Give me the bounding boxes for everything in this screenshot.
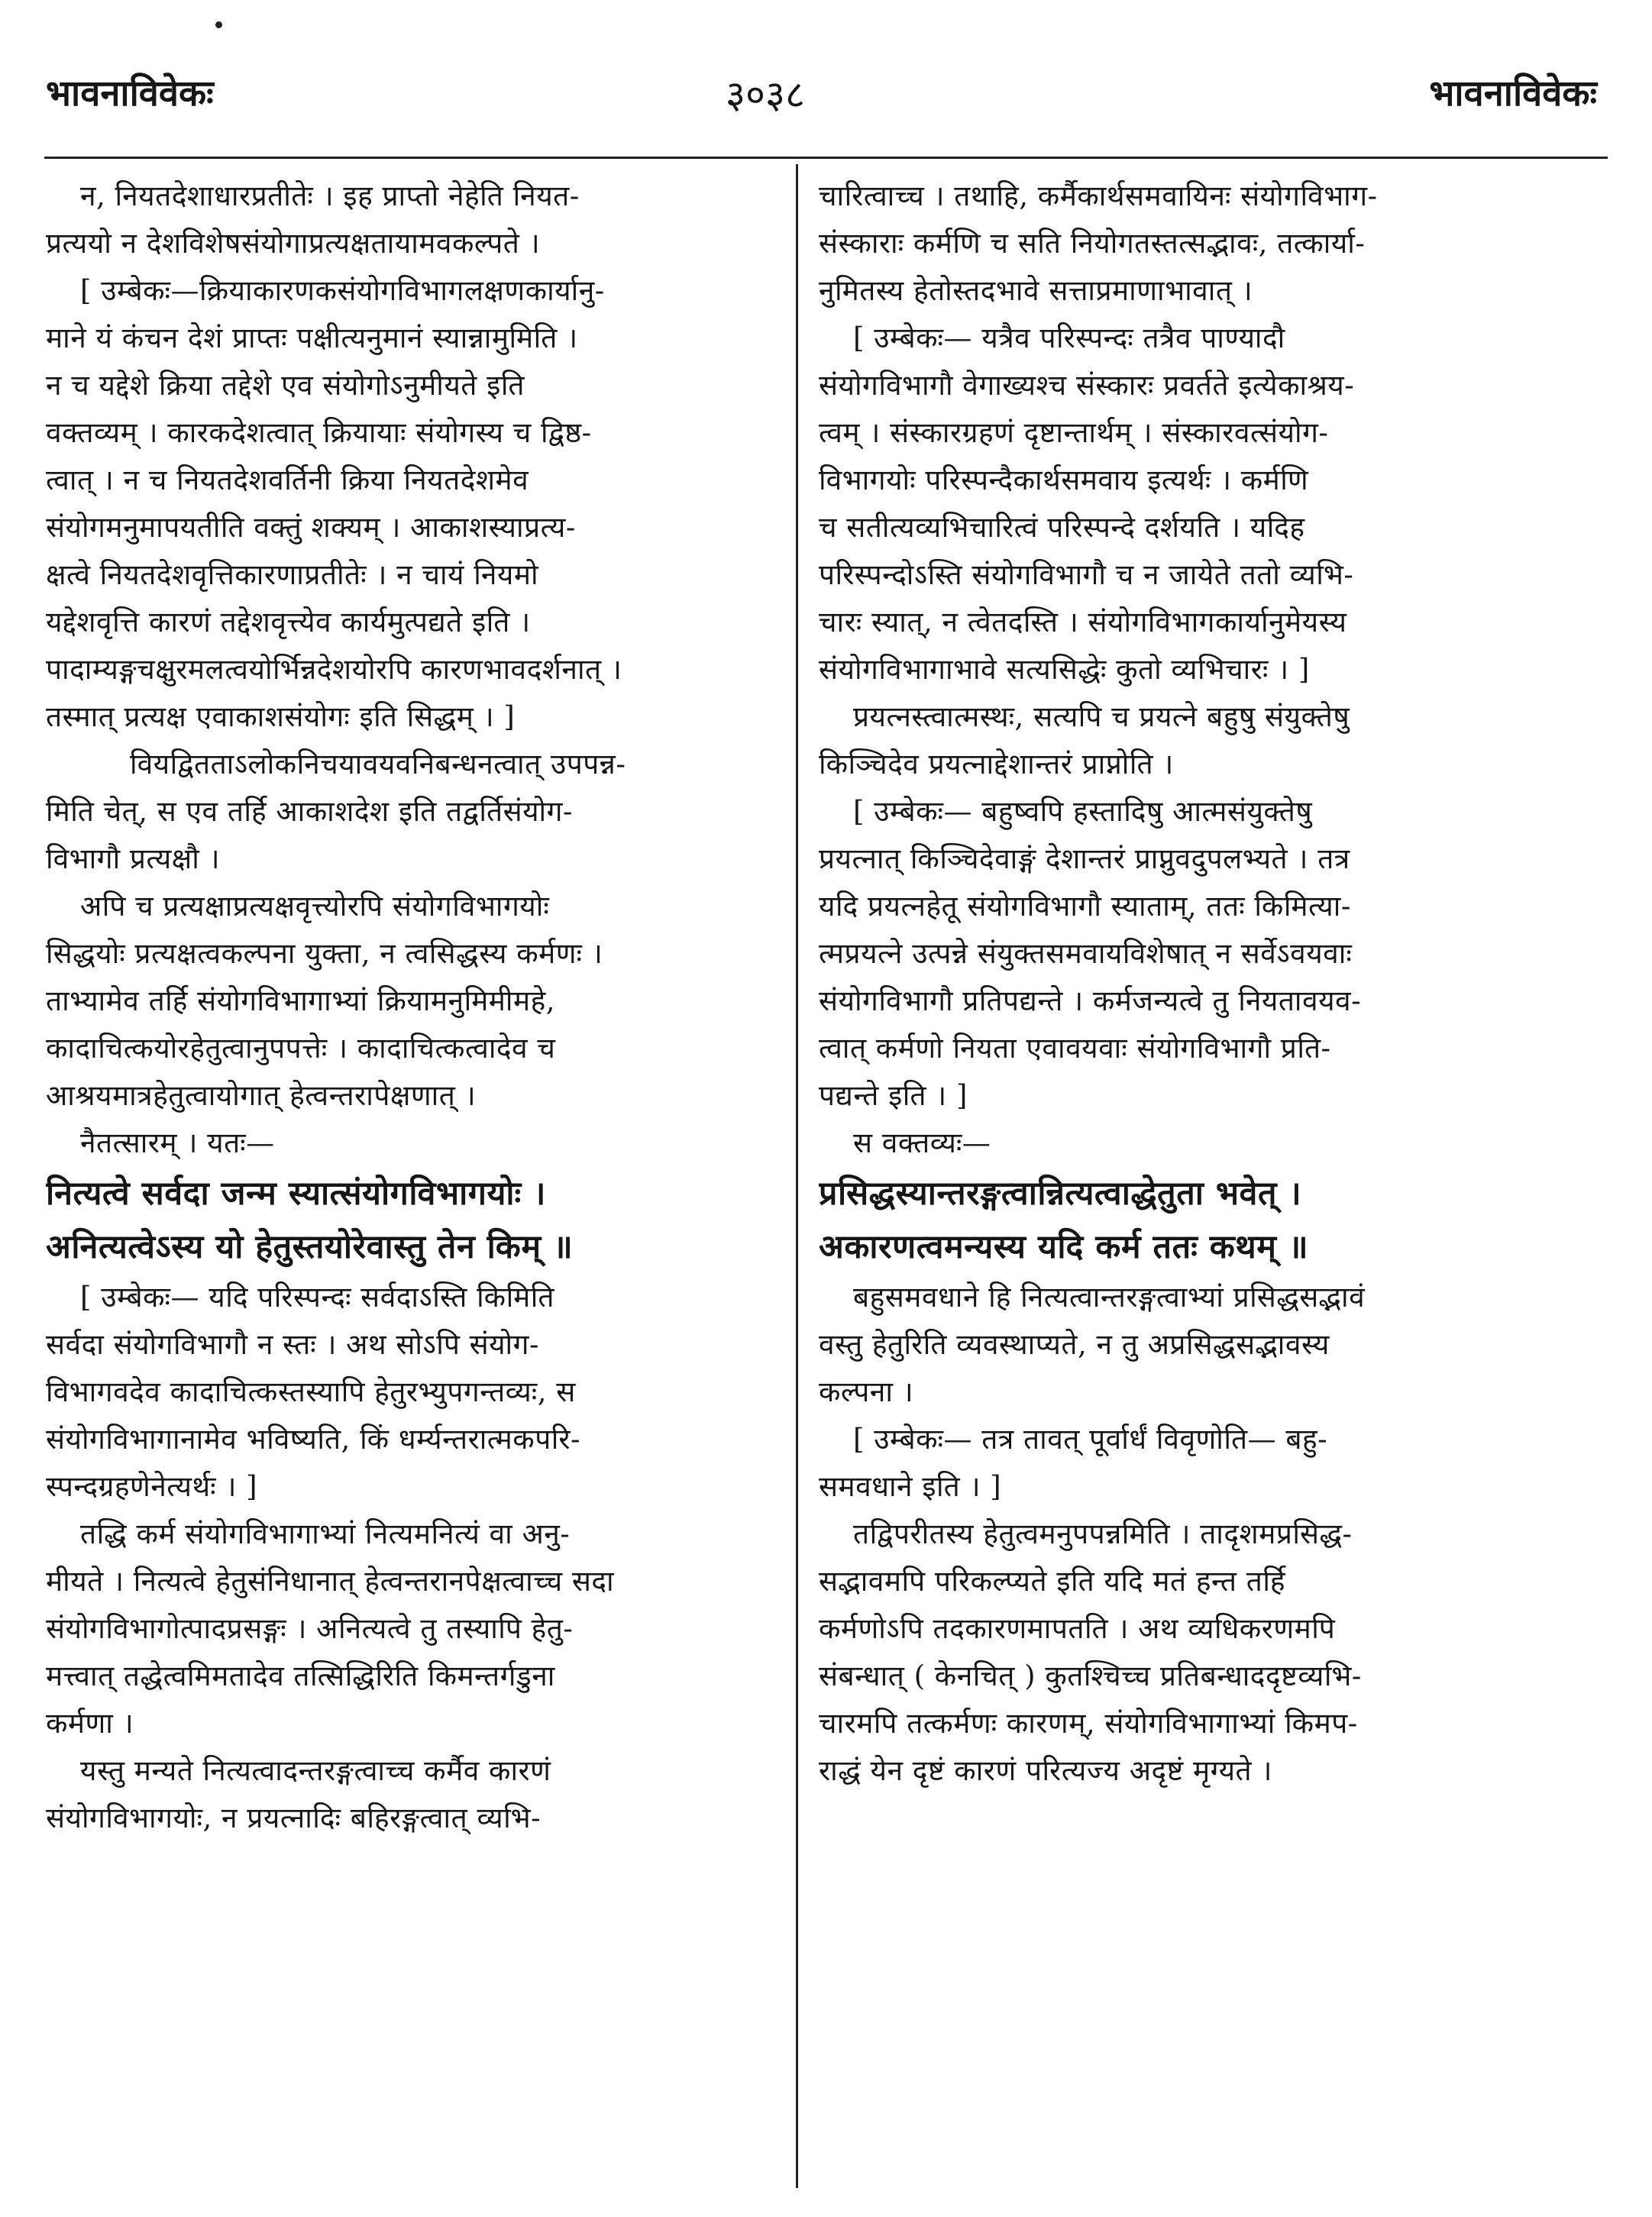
text-line: यद्देशवृत्ति कारणं तद्देशवृत्त्येव कार्यमुत्पद्यते इति ।: [46, 606, 531, 638]
text-line: न च यद्देशे क्रिया तद्देशे एव संयोगोऽनुमीयते इति: [46, 369, 525, 402]
running-head-left: भावनाविवेकः: [46, 73, 214, 115]
verse-line: अकारणत्वमन्यस्य यदि कर्म ततः कथम् ॥: [819, 1228, 1309, 1266]
text-line: चारः स्यात्, न त्वेतदस्ति । संयोगविभागकार्यानुमेयस्य: [819, 606, 1347, 638]
text-line: किञ्चिदेव प्रयत्नाद्देशान्तरं प्राप्नोति ।: [819, 748, 1174, 780]
running-head-right: भावनाविवेकः: [1429, 73, 1597, 115]
text-line: त्वात् कर्मणो नियता एवावयवाः संयोगविभागौ प्रति-: [819, 1032, 1331, 1065]
text-line: तद्धि कर्म संयोगविभागाभ्यां नित्यमनित्यं वा अनु-: [80, 1517, 571, 1550]
text-line: सिद्धयोः प्रत्यक्षत्वकल्पना युक्ता, न त्वसिद्धस्य कर्मणः ।: [46, 937, 603, 970]
text-line: संस्काराः कर्मणि च सति नियोगतस्तत्सद्भावः, तत्कार्या-: [819, 227, 1366, 260]
text-line: समवधाने इति । ]: [819, 1470, 1002, 1503]
text-line: सर्वदा संयोगविभागौ न स्तः । अथ सोऽपि संयोग-: [46, 1328, 539, 1361]
text-line: पद्यन्ते इति । ]: [819, 1079, 968, 1112]
text-line: नुमितस्य हेतोस्तदभावे सत्ताप्रमाणाभावात् ।: [819, 274, 1253, 307]
text-line: नैतत्सारम् । यतः—: [80, 1126, 275, 1159]
text-line: संबन्धात् ( केनचित् ) कुतश्चिच्च प्रतिबन्धाददृष्टव्यभि-: [819, 1660, 1362, 1692]
text-line: विभागवदेव कादाचित्कस्तस्यापि हेतुरभ्युपगन्तव्यः, स: [46, 1375, 576, 1408]
text-line: सद्भावमपि परिकल्प्यते इति यदि मतं हन्त तर्हि: [819, 1565, 1286, 1598]
text-line: संयोगविभागाभावे सत्यसिद्धेः कुतो व्यभिचारः । ]: [819, 653, 1310, 686]
text-line: [ उम्बेकः— यत्रैव परिस्पन्दः तत्रैव पाण्यादौ: [853, 322, 1285, 354]
text-line: चारित्वाच्च । तथाहि, कर्मैकार्थसमवायिनः संयोगविभाग-: [819, 179, 1378, 212]
text-line: स वक्तव्यः—: [853, 1126, 991, 1159]
text-line: पादाम्यङ्गचक्षुरमलत्वयोर्भिन्नदेशयोरपि कारणभावदर्शनात् ।: [46, 653, 622, 686]
text-line: न, नियतदेशाधारप्रतीतेः । इह प्राप्तो नेहेति नियत-: [80, 179, 580, 212]
page-number: ३०३८: [726, 73, 805, 117]
left-column: [46, 173, 775, 2196]
text-line: त्वात् । न च नियतदेशवर्तिनी क्रिया नियतदेशमेव: [46, 464, 529, 496]
text-line: [ उम्बेकः—क्रियाकारणकसंयोगविभागलक्षणकार्यानु-: [80, 274, 605, 307]
stray-dot: [215, 21, 222, 28]
right-column: [819, 173, 1605, 2196]
text-line: क्षत्वे नियतदेशवृत्तिकारणाप्रतीतेः । न चायं नियमो: [46, 558, 539, 591]
verse-line: अनित्यत्वेऽस्य यो हेतुस्तयोरेवास्तु तेन किम् ॥: [46, 1228, 574, 1266]
text-line: [ उम्बेकः— यदि परिस्पन्दः सर्वदाऽस्ति किमिति: [80, 1281, 554, 1314]
text-line: संयोगविभागोत्पादप्रसङ्गः । अनित्यत्वे तु तस्यापि हेतु-: [46, 1612, 574, 1645]
verse-line: नित्यत्वे सर्वदा जन्म स्यात्संयोगविभागयोः ।: [46, 1175, 546, 1213]
text-line: कादाचित्कयोरहेतुत्वानुपपत्तेः । कादाचित्कत्वादेव च: [46, 1032, 556, 1065]
text-line: प्रयत्नस्त्वात्मस्थः, सत्यपि च प्रयत्ने बहुषु संयुक्तेषु: [853, 700, 1350, 733]
text-line: कर्मणोऽपि तदकारणमापतति । अथ व्यधिकरणमपि: [819, 1612, 1336, 1645]
text-line: माने यं कंचन देशं प्राप्तः पक्षीत्यनुमानं स्यान्नामुमिति ।: [46, 322, 578, 354]
text-line: मीयते । नित्यत्वे हेतुसंनिधानात् हेत्वन्तरानपेक्षत्वाच्च सदा: [46, 1565, 615, 1598]
verse-line: प्रसिद्धस्यान्तरङ्गत्वान्नित्यत्वाद्धेतुता भवेत् ।: [819, 1175, 1302, 1213]
text-line: परिस्पन्दोऽस्ति संयोगविभागौ च न जायेते ततो व्यभि-: [819, 558, 1354, 591]
text-line: मिति चेत्, स एव तर्हि आकाशदेश इति तद्वर्तिसंयोग-: [46, 795, 573, 828]
text-line: [ उम्बेकः— बहुष्वपि हस्तादिषु आत्मसंयुक्तेषु: [853, 795, 1313, 828]
text-line: च सतीत्यव्यभिचारित्वं परिस्पन्दे दर्शयति । यदिह: [819, 511, 1305, 544]
text-line: अपि च प्रत्यक्षाप्रत्यक्षवृत्त्योरपि संयोगविभागयोः: [80, 890, 550, 923]
text-line: वस्तु हेतुरिति व्यवस्थाप्यते, न तु अप्रसिद्धसद्भावस्य: [819, 1328, 1330, 1361]
text-line: यदि प्रयत्नहेतू संयोगविभागौ स्याताम्, ततः किमित्या-: [819, 890, 1351, 923]
text-line: संयोगविभागौ प्रतिपद्यन्ते । कर्मजन्यत्वे तु नियतावयव-: [819, 984, 1362, 1017]
text-line: संयोगमनुमापयतीति वक्तुं शक्यम् । आकाशस्याप्रत्य-: [46, 511, 576, 544]
text-line: बहुसमवधाने हि नित्यत्वान्तरङ्गत्वाभ्यां प्रसिद्धसद्भावं: [853, 1281, 1366, 1314]
text-line: वक्तव्यम् । कारकदेशत्वात् क्रियायाः संयोगस्य च द्विष्ठ-: [46, 416, 592, 449]
header-rule: [44, 157, 1608, 159]
text-line: चारमपि तत्कर्मणः कारणम्, संयोगविभागाभ्यां किमप-: [819, 1707, 1358, 1740]
text-line: विभागयोः परिस्पन्दैकार्थसमवाय इत्यर्थः । कर्मणि: [819, 464, 1309, 496]
text-line: मत्त्वात् तद्धेत्वमिमतादेव तत्सिद्धिरिति किमन्तर्गडुना: [46, 1660, 555, 1692]
text-line: वियद्वितताऽलोकनिचयावयवनिबन्धनत्वात् उपपन्न-: [130, 748, 626, 780]
text-line: आश्रयमात्रहेतुत्वायोगात् हेत्वन्तरापेक्षणात् ।: [46, 1079, 477, 1112]
text-line: कल्पना ।: [819, 1375, 914, 1408]
text-line: [ उम्बेकः— तत्र तावत् पूर्वार्धं विवृणोति— बहु-: [853, 1423, 1328, 1456]
text-line: कर्मणा ।: [46, 1707, 134, 1740]
text-line: संयोगविभागयोः, न प्रयत्नादिः बहिरङ्गत्वात् व्यभि-: [46, 1802, 542, 1834]
text-line: त्मप्रयत्ने उत्पन्ने संयुक्तसमवायविशेषात् न सर्वेऽवयवाः: [819, 937, 1353, 970]
text-line: राद्धं येन दृष्टं कारणं परित्यज्य अदृष्टं मृग्यते ।: [819, 1754, 1272, 1787]
text-line: त्वम् । संस्कारग्रहणं दृष्टान्तार्थम् । संस्कारवत्संयोग-: [819, 416, 1329, 449]
text-line: ताभ्यामेव तर्हि संयोगविभागाभ्यां क्रियामनुमिमीमहे,: [46, 984, 556, 1017]
text-line: संयोगविभागौ वेगाख्यश्च संस्कारः प्रवर्तते इत्येकाश्रय-: [819, 369, 1355, 402]
text-line: विभागौ प्रत्यक्षौ ।: [46, 842, 221, 875]
text-line: प्रयत्नात् किञ्चिदेवाङ्गं देशान्तरं प्राप्नुवदुपलभ्यते । तत्र: [819, 842, 1350, 875]
text-line: तद्विपरीतस्य हेतुत्वमनुपपन्नमिति । तादृशमप्रसिद्ध-: [853, 1517, 1353, 1550]
column-divider: [796, 164, 798, 2188]
text-line: स्पन्दग्रहणेनेत्यर्थः । ]: [46, 1470, 258, 1503]
text-line: प्रत्ययो न देशविशेषसंयोगाप्रत्यक्षतायामवकल्पते ।: [46, 227, 541, 260]
text-line: यस्तु मन्यते नित्यत्वादन्तरङ्गत्वाच्च कर्मैव कारणं: [80, 1754, 551, 1787]
text-line: संयोगविभागानामेव भविष्यति, किं धर्म्यन्तरात्मकपरि-: [46, 1423, 580, 1456]
text-line: तस्मात् प्रत्यक्ष एवाकाशसंयोगः इति सिद्धम् । ]: [46, 700, 516, 733]
